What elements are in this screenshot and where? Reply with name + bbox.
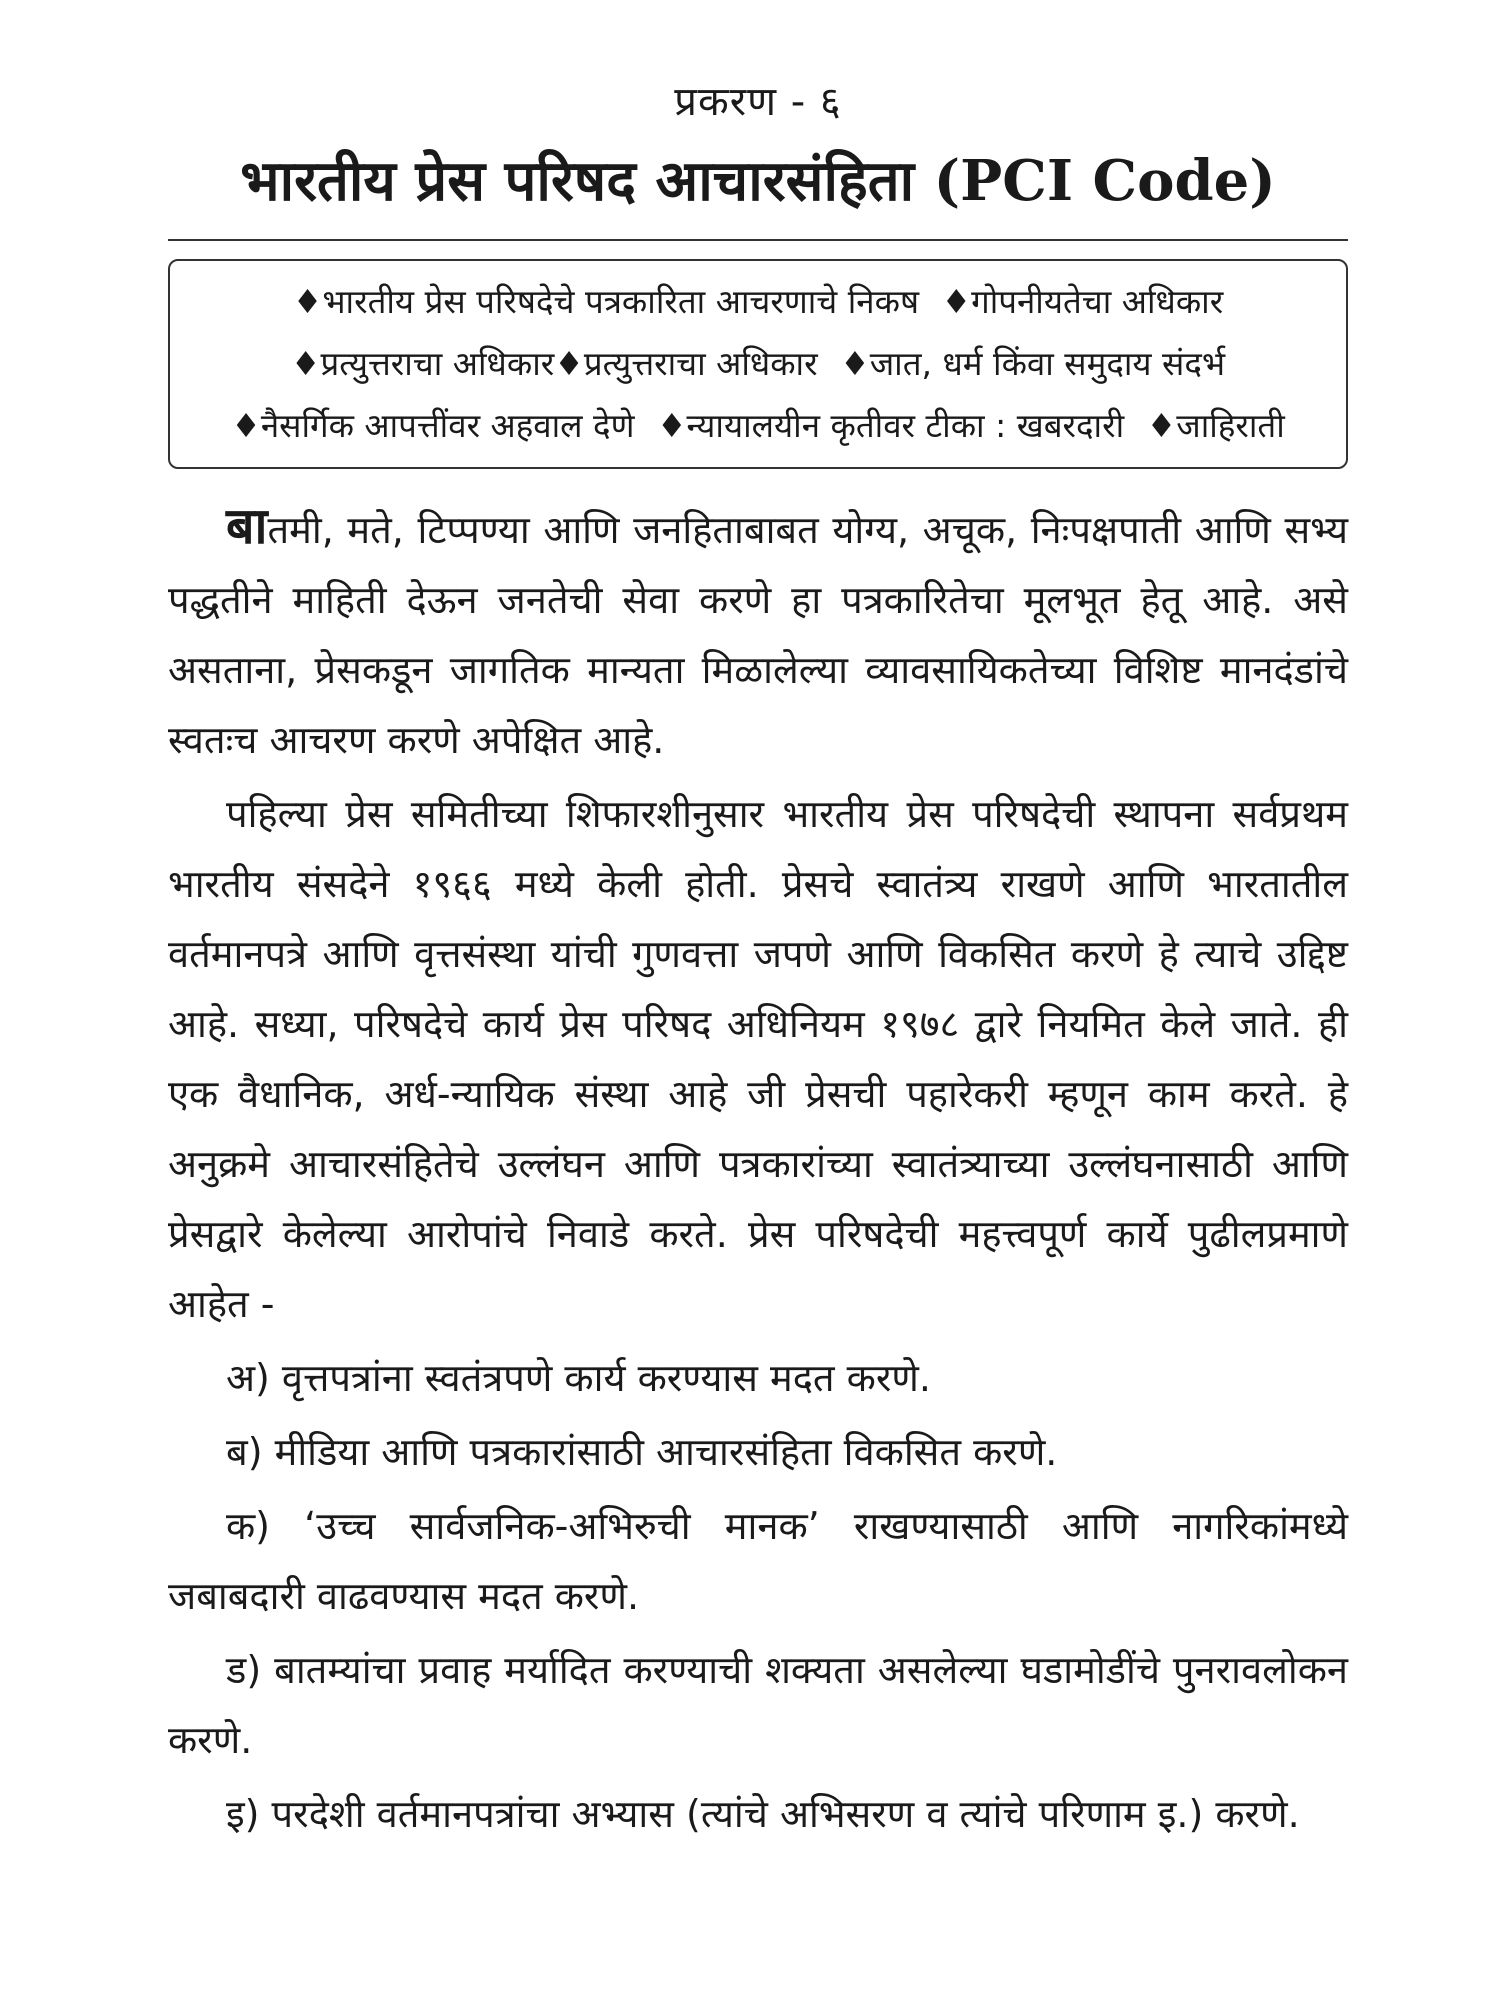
list-item: इ) परदेशी वर्तमानपत्रांचा अभ्यास (त्यांचे अभिसरण व त्यांचे परिणाम इ.) करणे. [226,1792,1300,1836]
topics-box [168,259,1348,469]
body-text [168,491,1348,1849]
topics-row [184,395,1332,457]
topic-item: ♦प्रत्युत्तराचा अधिकार♦प्रत्युत्तराचा अधिकार [290,344,818,383]
topic-item: ♦गोपनीयतेचा अधिकार [941,282,1224,321]
list-item: ब) मीडिया आणि पत्रकारांसाठी आचारसंहिता विकसित करणे. [226,1430,1058,1474]
chapter-heading: प्रकरण - ६ [674,79,842,125]
paragraph-intro [168,491,1348,775]
chapter-title [168,141,1348,217]
title-devanagari: भारतीय प्रेस परिषद आचारसंहिता [240,149,915,214]
title-latin: (PCI Code) [933,148,1276,214]
topic-item: ♦जाहिराती [1146,406,1285,445]
paragraph-history: पहिल्या प्रेस समितीच्या शिफारशीनुसार भारतीय प्रेस परिषदेची स्थापना सर्वप्रथम भारतीय संसदेने १९६६ मध्ये केली होती. प्रेसचे स्वातंत्र्य राखणे आणि भारतातील वर्तमानपत्रे आणि वृत्तसंस्था यांची गुणवत्ता जपणे आणि विकसित करणे हे त्याचे उद्दिष्ट आहे. सध्या, परिषदेचे कार्य प्रेस परिषद अधिनियम १९७८ द्वारे नियमित केले जाते. ही एक वैधानिक, अर्ध-न्यायिक संस्था आहे जी प्रेसची पहारेकरी म्हणून काम करते. हे अनुक्रमे आचारसंहितेचे उल्लंघन आणि पत्रकारांच्या स्वातंत्र्याच्या उल्लंघनासाठी आणि प्रेसद्वारे केलेल्या आरोपांचे निवाडे करते. प्रेस परिषदेची महत्त्वपूर्ण कार्ये पुढीलप्रमाणे आहेत - [168,792,1348,1326]
topic-item: ♦भारतीय प्रेस परिषदेचे पत्रकारिता आचरणाचे निकष [292,282,920,321]
list-item: ड) बातम्यांचा प्रवाह मर्यादित करण्याची शक्यता असलेल्या घडामोडींचे पुनरावलोकन करणे. [168,1648,1348,1762]
list-item: अ) वृत्तपत्रांना स्वतंत्रपणे कार्य करण्यास मदत करणे. [226,1356,931,1400]
topic-item: ♦नैसर्गिक आपत्तींवर अहवाल देणे [231,406,635,445]
list-item: क) ‘उच्च सार्वजनिक-अभिरुची मानक’ राखण्यासाठी आणि नागरिकांमध्ये जबाबदारी वाढवण्यास मदत करणे. [168,1504,1348,1618]
topic-item: ♦न्यायालयीन कृतीवर टीका : खबरदारी [656,406,1125,445]
paragraph-intro-text: तमी, मते, टिप्पण्या आणि जनहिताबाबत योग्य, अचूक, निःपक्षपाती आणि सभ्य पद्धतीने माहिती देऊन जनतेची सेवा करणे हा पत्रकारितेचा मूलभूत हेतू आहे. असे असताना, प्रेसकडून जागतिक मान्यता मिळालेल्या व्यावसायिकतेच्या विशिष्ट मानदंडांचे स्वतःच आचरण करणे अपेक्षित आहे. [168,508,1348,762]
topics-row [184,271,1332,333]
title-rule [168,239,1348,241]
topic-item: ♦जात, धर्म किंवा समुदाय संदर्भ [840,344,1226,383]
topics-row [184,333,1332,395]
dropcap: बा [226,497,268,555]
page [168,0,1348,1853]
